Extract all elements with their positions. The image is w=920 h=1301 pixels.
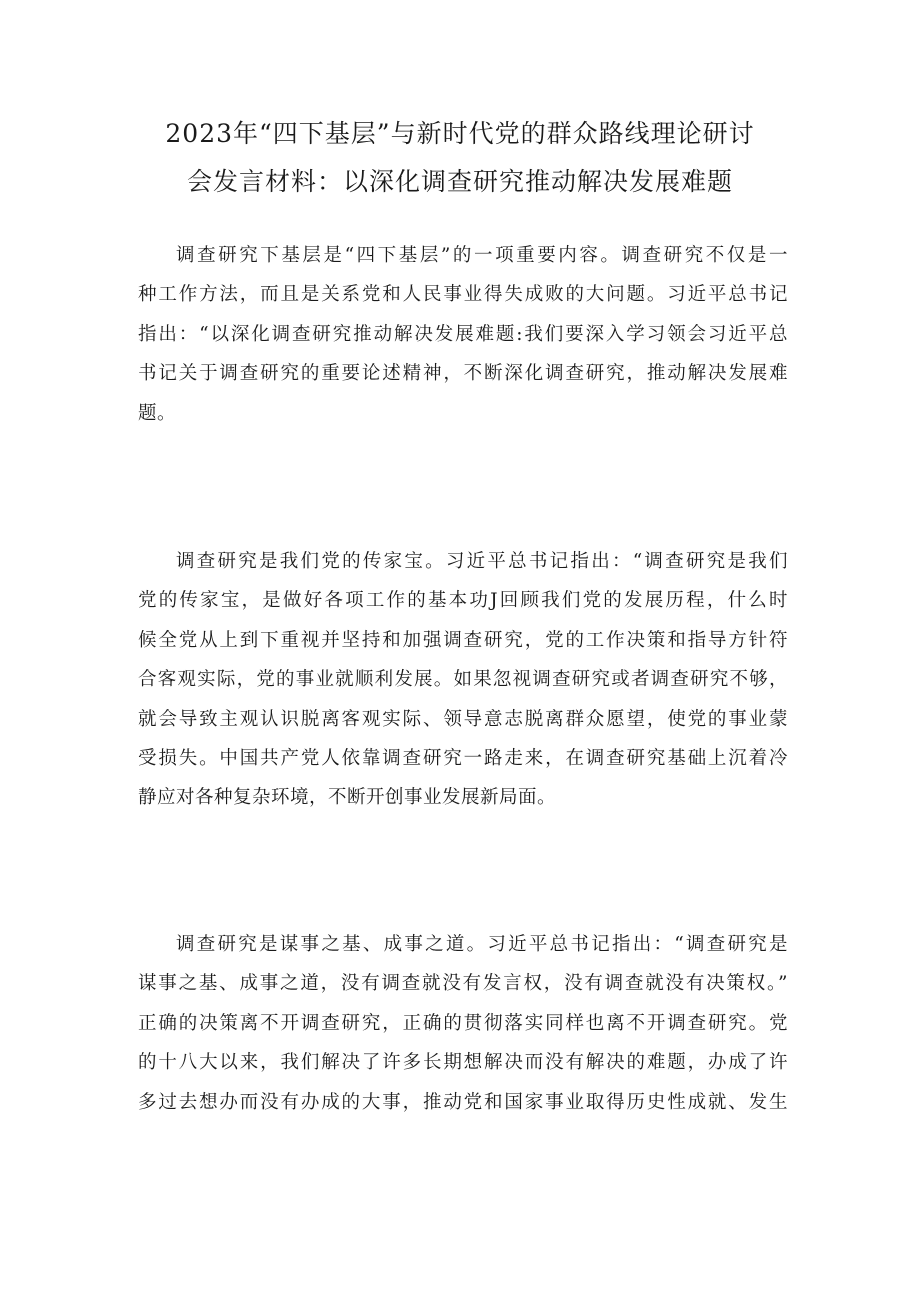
paragraph-line: 调查研究下基层是“四下基层”的一项重要内容。调查研究不仅是一	[176, 245, 788, 266]
paragraph-line: 书记关于调查研究的重要论述精神，不断深化调查研究，推动解决发展难	[138, 363, 788, 385]
paragraph-line: 题。	[138, 402, 177, 424]
title-line: 2023年“四下基层”与新时代党的群众路线理论研讨	[165, 119, 755, 148]
document-title	[130, 110, 790, 206]
paragraph	[138, 542, 788, 818]
paragraph-line: 的十八大以来，我们解决了许多长期想解决而没有解决的难题，办成了许	[138, 1052, 788, 1074]
paragraph-line: 谋事之基、成事之道，没有调查就没有发言权，没有调查就没有决策权。”	[138, 973, 788, 995]
paragraph-line: 种工作方法，而且是关系党和人民事业得失成败的大问题。习近平总书记	[138, 284, 788, 306]
paragraph-line: 多过去想办而没有办成的大事，推动党和国家事业取得历史性成就、发生	[138, 1091, 788, 1113]
title-line: 会发言材料：以深化调查研究推动解决发展难题	[186, 167, 733, 196]
paragraph	[138, 925, 788, 1122]
paragraph-line: 静应对各种复杂环境，不断开创事业发展新局面。	[138, 787, 557, 809]
paragraph-line: 受损失。中国共产党人依靠调查研究一路走来，在调查研究基础上沉着冷	[138, 748, 788, 770]
paragraph-line: 调查研究是谋事之基、成事之道。习近平总书记指出：“调查研究是	[176, 934, 788, 955]
paragraph-line: 指出：“以深化调查研究推动解决发展难题:我们要深入学习领会习近平总	[138, 323, 788, 345]
paragraph-line: 调查研究是我们党的传家宝。习近平总书记指出：“调查研究是我们	[176, 551, 788, 572]
paragraph-line: 正确的决策离不开调查研究，正确的贯彻落实同样也离不开调查研究。党	[138, 1012, 788, 1034]
paragraph-line: 党的传家宝，是做好各项工作的基本功J回顾我们党的发展历程，什么时	[138, 590, 788, 612]
paragraph-line: 就会导致主观认识脱离客观实际、领导意志脱离群众愿望，使党的事业蒙	[138, 708, 788, 730]
paragraph-line: 候全党从上到下重视并坚持和加强调查研究，党的工作决策和指导方针符	[138, 629, 788, 651]
paragraph	[138, 236, 788, 433]
paragraph-line: 合客观实际，党的事业就顺利发展。如果忽视调查研究或者调查研究不够，	[138, 669, 788, 691]
